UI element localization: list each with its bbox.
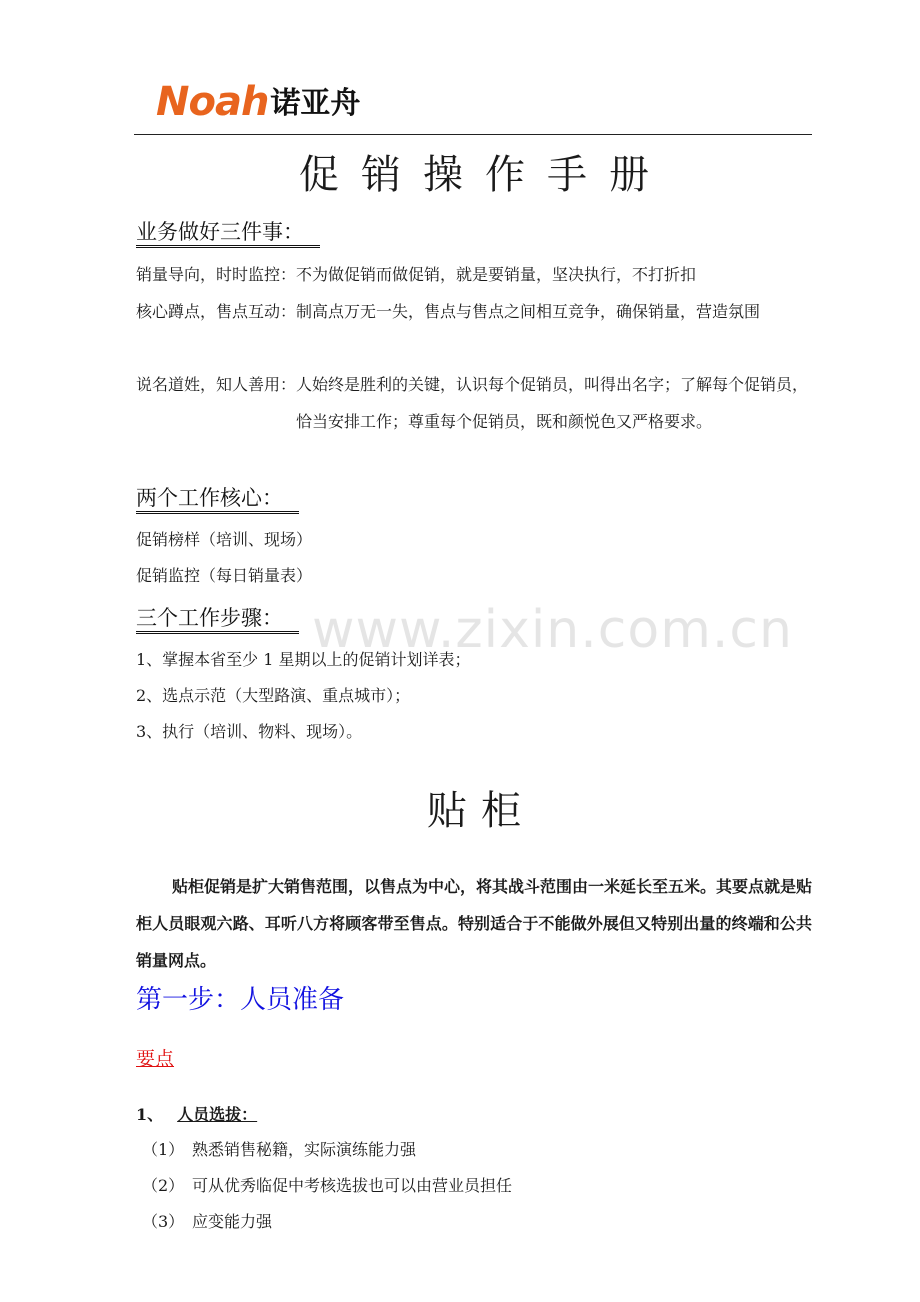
list-item: 促销榜样（培训、现场）	[136, 530, 313, 549]
section-heading-text: 两个工作核心：	[136, 485, 299, 514]
section-heading-text: 三个工作步骤：	[136, 605, 299, 634]
step-heading: 第一步：人员准备	[136, 985, 345, 1015]
logo-text-cn: 诺亚舟	[270, 86, 361, 121]
list-item: 促销监控（每日销量表）	[136, 566, 313, 585]
intro-paragraph: 贴柜促销是扩大销售范围，以售点为中心，将其战斗范围由一米延长至五米。其要点就是贴柜人员眼观六路、耳听八方将顾客带至售点。特别适合于不能做外展但又特别出量的终端和公共销量网点。	[136, 877, 813, 970]
page-title: 促销操作手册	[299, 152, 671, 198]
list-item	[142, 1204, 272, 1240]
list-item: 3、执行（培训、物料、现场）。	[136, 722, 363, 741]
item-text: 人始终是胜利的关键，认识每个促销员，叫得出名字；了解每个促销员，恰当安排工作；尊重每个促销员，既和颜悦色又严格要求。	[296, 375, 809, 431]
list-item	[142, 1132, 416, 1168]
section-heading-two-cores	[136, 484, 299, 514]
subsection-title: 人员选拔：	[177, 1105, 258, 1124]
item-label: 核心蹲点，售点互动：	[136, 302, 297, 321]
item-number: （1）	[142, 1140, 185, 1159]
list-item	[136, 293, 816, 330]
list-item: 1、掌握本省至少 1 星期以上的促销计划详表；	[136, 650, 471, 669]
item-number: （2）	[142, 1176, 185, 1195]
item-text: 熟悉销售秘籍，实际演练能力强	[192, 1140, 417, 1159]
header-divider	[134, 134, 812, 135]
list-item	[142, 1168, 512, 1204]
item-label: 销量导向，时时监控：	[136, 265, 297, 284]
section-heading-three-things	[136, 218, 320, 248]
section-heading-three-steps	[136, 604, 299, 634]
noah-logo	[156, 80, 360, 124]
section-title-tiegui: 贴柜	[427, 788, 535, 834]
section-heading-text: 业务做好三件事：	[136, 219, 320, 248]
item-text: 可从优秀临促中考核选拔也可以由营业员担任	[192, 1176, 513, 1195]
list-item	[136, 256, 816, 293]
keypoint-heading: 要点	[136, 1048, 175, 1070]
item-label: 说名道姓，知人善用：	[136, 375, 297, 394]
watermark: www.zixin.com.cn	[312, 600, 793, 660]
item-text: 制高点万无一失，售点与售点之间相互竞争，确保销量，营造氛围	[296, 302, 761, 321]
item-text: 应变能力强	[192, 1212, 273, 1231]
item-number: （3）	[142, 1212, 185, 1231]
item-text: 不为做促销而做促销，就是要销量，坚决执行，不打折扣	[296, 265, 697, 284]
subsection-number: 1、	[136, 1105, 164, 1124]
logo-text-en: Noah	[156, 79, 269, 125]
list-item: 2、选点示范（大型路演、重点城市）；	[136, 686, 411, 705]
list-item	[136, 366, 816, 440]
subsection-heading	[136, 1100, 257, 1130]
